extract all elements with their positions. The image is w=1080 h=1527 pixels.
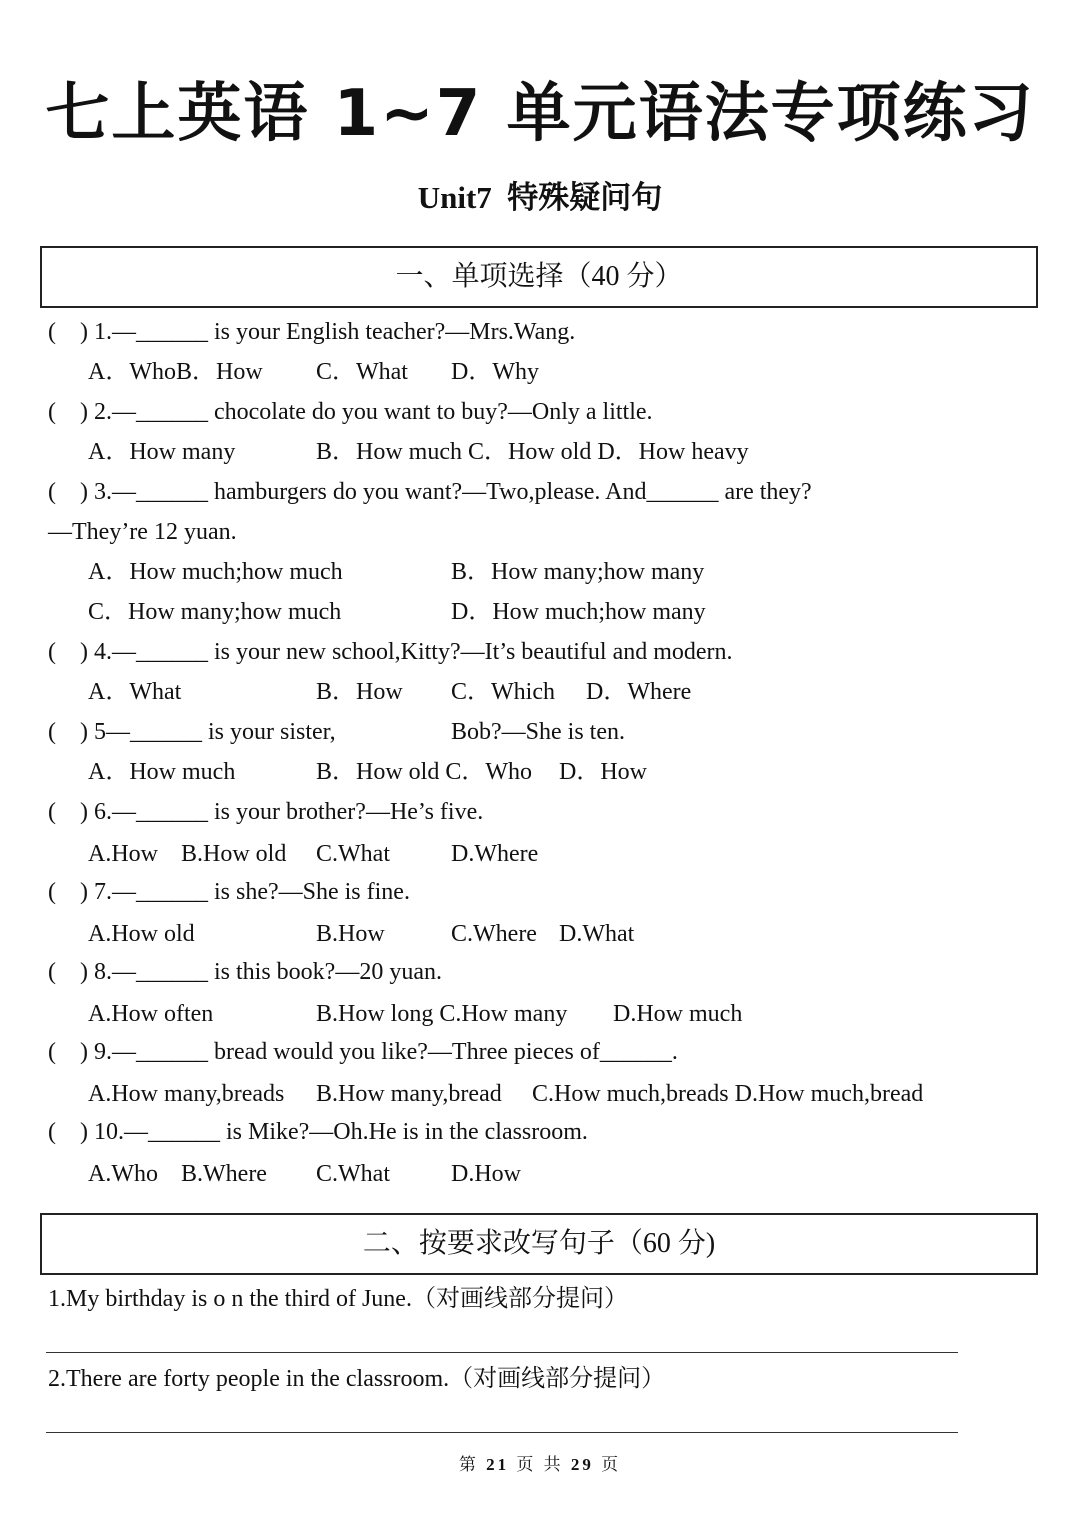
question-1: ( ) 1.—______ is your English teacher?—Mrs.Wang. bbox=[48, 319, 576, 345]
question-3: ( ) 3.—______ hamburgers do you want?—Two,please. And______ are they? bbox=[48, 479, 812, 505]
q5-option-bc: B．How old C．Who bbox=[316, 759, 532, 785]
question-9: ( ) 9.—______ bread would you like?—Three pieces of______. bbox=[48, 1039, 678, 1065]
q7-option-a: A.How old bbox=[88, 921, 195, 947]
answer-line-1 bbox=[46, 1352, 958, 1353]
page-title: 七上英语 1~7 单元语法专项练习 bbox=[45, 77, 1035, 151]
q4-option-b: B．How bbox=[316, 679, 403, 705]
q8-option-bc: B.How long C.How many bbox=[316, 1001, 568, 1027]
q9-option-cd: C.How much,breads D.How much,bread bbox=[532, 1081, 924, 1107]
rewrite-item-1: 1.My birthday is o n the third of June.（对画线部分提问） bbox=[48, 1286, 628, 1312]
q1-option-c: C．What bbox=[316, 359, 408, 385]
question-2: ( ) 2.—______ chocolate do you want to buy?—Only a little. bbox=[48, 399, 653, 425]
question-4: ( ) 4.—______ is your new school,Kitty?—It’s beautiful and modern. bbox=[48, 639, 733, 665]
q3-option-a: A．How much;how much bbox=[88, 559, 343, 585]
q6-option-d: D.Where bbox=[451, 841, 539, 867]
q6-option-a: A.How bbox=[88, 841, 158, 867]
question-7: ( ) 7.—______ is she?—She is fine. bbox=[48, 879, 410, 905]
question-10: ( ) 10.—______ is Mike?—Oh.He is in the classroom. bbox=[48, 1119, 588, 1145]
footer-prefix: 第 bbox=[458, 1455, 479, 1474]
q7-option-c: C.Where bbox=[451, 921, 537, 947]
q3-option-d: D．How much;how many bbox=[451, 599, 706, 625]
q5-option-a: A．How much bbox=[88, 759, 236, 785]
q6-option-c: C.What bbox=[316, 841, 390, 867]
question-8: ( ) 8.—______ is this book?—20 yuan. bbox=[48, 959, 442, 985]
page-footer bbox=[0, 1450, 1080, 1475]
q7-option-b: B.How bbox=[316, 921, 385, 947]
topic-label: 特殊疑问句 bbox=[507, 180, 663, 215]
section1-heading: 一、单项选择（40 分） bbox=[40, 246, 1038, 308]
answer-line-2 bbox=[46, 1432, 958, 1433]
q1-option-ab: A．WhoB．How bbox=[88, 359, 263, 385]
question-3-continuation: —They’re 12 yuan. bbox=[48, 519, 237, 545]
subtitle bbox=[0, 172, 1080, 217]
question-5-answer: Bob?—She is ten. bbox=[451, 719, 625, 745]
q7-option-d: D.What bbox=[559, 921, 635, 947]
q6-option-b: B.How old bbox=[181, 841, 287, 867]
footer-page-number: 21 bbox=[486, 1455, 510, 1474]
q9-option-a: A.How many,breads bbox=[88, 1081, 285, 1107]
q10-option-a: A.Who bbox=[88, 1161, 158, 1187]
q1-option-d: D．Why bbox=[451, 359, 539, 385]
q10-option-b: B.Where bbox=[181, 1161, 267, 1187]
q2-option-bcd: B．How much C．How old D．How heavy bbox=[316, 439, 749, 465]
q3-option-b: B．How many;how many bbox=[451, 559, 705, 585]
q2-option-a: A．How many bbox=[88, 439, 236, 465]
footer-suffix: 页 bbox=[601, 1455, 622, 1474]
q9-option-b: B.How many,bread bbox=[316, 1081, 502, 1107]
q8-option-d: D.How much bbox=[613, 1001, 743, 1027]
section2-heading: 二、按要求改写句子（60 分) bbox=[40, 1213, 1038, 1275]
q4-option-c: C．Which bbox=[451, 679, 555, 705]
q4-option-a: A．What bbox=[88, 679, 182, 705]
rewrite-item-2: 2.There are forty people in the classroom.（对画线部分提问） bbox=[48, 1366, 666, 1392]
q8-option-a: A.How often bbox=[88, 1001, 214, 1027]
q4-option-d: D．Where bbox=[586, 679, 692, 705]
footer-total-pages: 29 bbox=[570, 1455, 594, 1474]
q10-option-c: C.What bbox=[316, 1161, 390, 1187]
unit-label: Unit7 bbox=[417, 180, 492, 215]
q10-option-d: D.How bbox=[451, 1161, 521, 1187]
question-6: ( ) 6.—______ is your brother?—He’s five. bbox=[48, 799, 484, 825]
footer-middle: 页 共 bbox=[516, 1455, 564, 1474]
q3-option-c: C．How many;how much bbox=[88, 599, 342, 625]
question-5: ( ) 5—______ is your sister, bbox=[48, 719, 336, 745]
q5-option-d: D．How bbox=[559, 759, 647, 785]
